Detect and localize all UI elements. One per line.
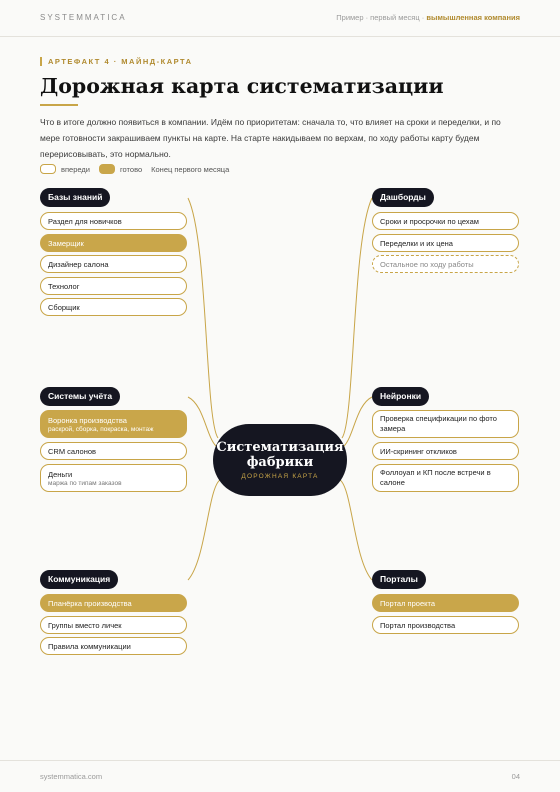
- branch-accounting-title: Системы учёта: [40, 387, 120, 406]
- center-title-line-1: Систематизация: [216, 440, 344, 455]
- footer-divider: [0, 760, 560, 761]
- node-newcomers: Раздел для новичков: [40, 212, 187, 230]
- legend-end-of-month: Конец первого месяца: [151, 164, 230, 174]
- connector-dashboards: [342, 198, 372, 438]
- branch-knowledge-title: Базы знаний: [40, 188, 110, 207]
- node-crm-salons: CRM салонов: [40, 442, 187, 460]
- branch-ai-title: Нейронки: [372, 387, 429, 406]
- node-deadlines: Сроки и просрочки по цехам: [372, 212, 519, 230]
- connector-communication: [188, 480, 220, 580]
- branch-dashboards-title: Дашборды: [372, 188, 434, 207]
- node-followup: Фоллоуап и КП после встречи в салоне: [372, 464, 519, 492]
- branch-communication-title: Коммуникация: [40, 570, 118, 589]
- center-node: [213, 424, 347, 496]
- connector-portals: [340, 480, 372, 580]
- breadcrumb-path: Пример · первый месяц ·: [336, 13, 425, 22]
- node-technologist: Технолог: [40, 277, 187, 295]
- node-production-funnel: Воронка производства раскрой, сборка, покраска, монтаж: [40, 410, 187, 438]
- node-groups: Группы вместо личек: [40, 616, 187, 634]
- connector-accounting: [188, 397, 216, 446]
- node-production-portal: Портал производства: [372, 616, 519, 634]
- node-money: Деньги маржа по типам заказов: [40, 464, 187, 492]
- connector-knowledge: [188, 198, 218, 438]
- center-title-line-2: фабрики: [246, 455, 314, 470]
- node-production-standup: Планёрка производства: [40, 594, 187, 612]
- breadcrumb-company: вымышленная компания: [426, 13, 520, 22]
- node-measurer: Замерщик: [40, 234, 187, 252]
- node-spec-check: Проверка спецификации по фото замера: [372, 410, 519, 438]
- node-salon-designer: Дизайнер салона: [40, 255, 187, 273]
- node-comm-rules: Правила коммуникации: [40, 637, 187, 655]
- page-number: 04: [511, 772, 520, 781]
- node-project-portal: Портал проекта: [372, 594, 519, 612]
- section-eyebrow: АРТЕФАКТ 4 · МАЙНД-КАРТА: [40, 57, 193, 66]
- legend-done-label: готово: [119, 164, 143, 174]
- node-rest-later: Остальное по ходу работы: [372, 255, 519, 273]
- node-rework-cost: Переделки и их цена: [372, 234, 519, 252]
- page-title: Дорожная карта систематизации: [40, 74, 444, 98]
- legend-ahead-label: впереди: [61, 164, 90, 174]
- node-assembler: Сборщик: [40, 298, 187, 316]
- branch-portals-title: Порталы: [372, 570, 426, 589]
- center-subtitle: ДОРОЖНАЯ КАРТА: [241, 473, 319, 480]
- connector-ai: [344, 397, 372, 446]
- footer-site-link[interactable]: systemmatica.com: [40, 772, 103, 781]
- node-ai-screening: ИИ-скрининг откликов: [372, 442, 519, 460]
- brand-logo: SYSTEMMATICA: [40, 13, 127, 22]
- intro-paragraph: Что в итоге должно появиться в компании. Идём по приоритетам: сначала то, что влияет на сроки и переделки, и по мере готовности закрашиваем пункты на карте. На старте накидываем по верхам, по ходу работы карту будем перерисовывать, это нормально.: [40, 117, 501, 159]
